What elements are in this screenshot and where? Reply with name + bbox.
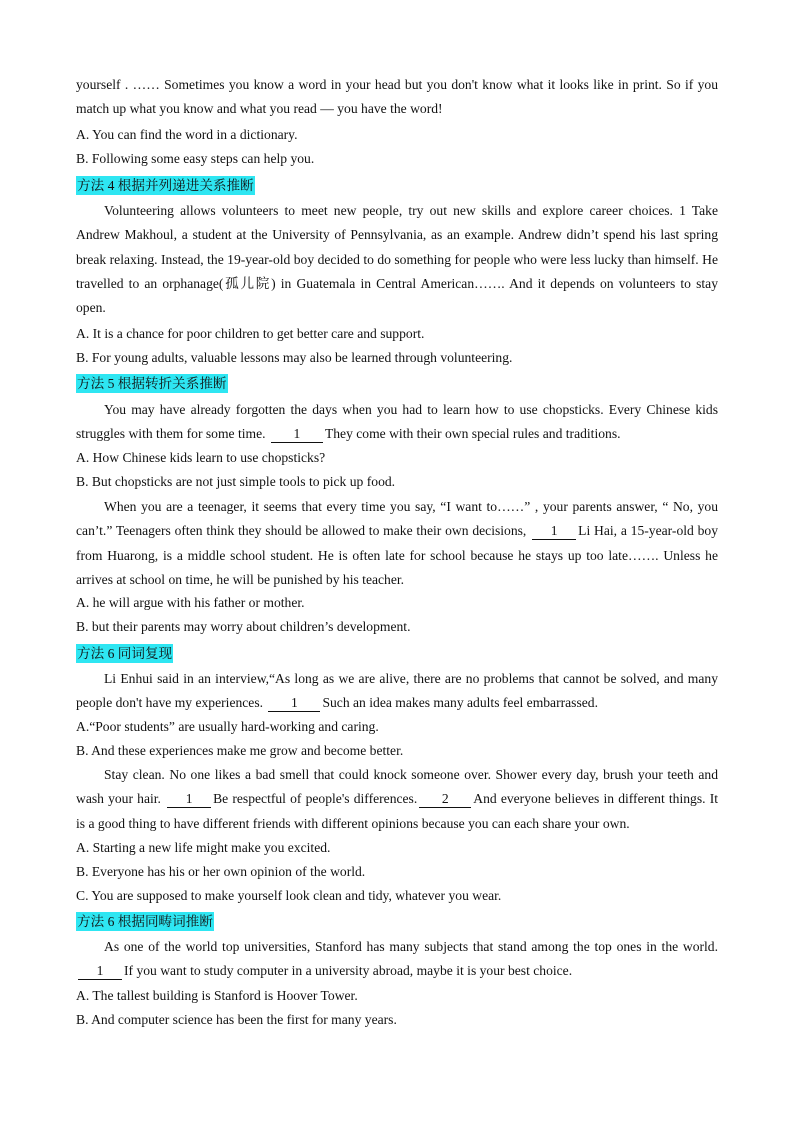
method6b-before: As one of the world top universities, Stanford has many subjects that stand among the top ones in the world. [104,939,718,954]
intro-option-a: A. You can find the word in a dictionary. [76,127,298,142]
method6a-p2-after: And everyone believes in different things. It is a good thing to have different friends with different opinions because you can each share your own. [76,791,718,831]
intro-text: yourself . …… Sometimes you know a word in your head but you don't know what it looks like in print. So if you match up what you know and what you read — you have the word! [76,77,718,117]
method6a-paragraph-1 [76,667,718,716]
method6a-option-b2: B. Everyone has his or her own opinion of the world. [76,864,366,879]
method4-option-b: B. For young adults, valuable lessons may also be learned through volunteering. [76,350,513,365]
method6b-paragraph [76,935,718,984]
answer-blank: 1 [268,695,320,712]
method6a-p1-after: Such an idea makes many adults feel embarrassed. [322,695,598,711]
method6a-heading: 方法 6 同词复现 [77,646,173,661]
answer-blank: 1 [532,523,576,540]
method5-p2-after: Li Hai, a 15-year-old boy from Huarong, is a middle school student. He is often late for school because he stays up too late……. Unless he arrives at school on time, he will be punished by his teacher. [76,523,719,587]
method6a-p2-before: Stay clean. No one likes a bad smell that could knock someone over. Shower every day, brush your teeth and wash your hair. [76,767,718,807]
method6b-option-b: B. And computer science has been the first for many years. [76,1012,397,1027]
method5-p1-after: They come with their own special rules and traditions. [324,426,621,442]
method6a-option-b: B. And these experiences make me grow and become better. [76,743,404,758]
answer-blank: 1 [271,426,323,443]
method6a-paragraph-2 [76,763,718,836]
method6a-option-c2: C. You are supposed to make yourself look clean and tidy, whatever you wear. [76,888,502,903]
answer-blank: 1 [78,963,122,980]
answer-blank: 2 [419,791,471,808]
method6b-after: If you want to study computer in a university abroad, maybe it is your best choice. [124,963,573,979]
method6a-option-a2: A. Starting a new life might make you excited. [76,840,331,855]
method6b-heading: 方法 6 根据同畴词推断 [77,914,213,929]
answer-blank: 1 [167,791,211,808]
method5-option-a2: A. he will argue with his father or mother. [76,595,305,610]
method5-option-b2: B. but their parents may worry about children’s development. [76,619,411,634]
method5-paragraph-2 [76,495,718,592]
method5-p1-before: You may have already forgotten the days when you had to learn how to use chopsticks. Every Chinese kids struggles with them for some time. [76,402,718,442]
method5-paragraph-1 [76,398,718,447]
method4-text: Volunteering allows volunteers to meet new people, try out new skills and explore career choices. 1 Take Andrew Makhoul, a student at the University of Pennsylvania, as an example. Andrew didn’t spend his last spring break relaxing. Instead, the 19-year-old boy decided to do something for people who were less lucky than himself. He travelled to an orphanage(孤儿院) in Guatemala in Central American……. And it depends on volunteers to stay open. [76,203,718,316]
method6a-p1-before: Li Enhui said in an interview,“As long as we are alive, there are no problems that cannot be solved, and many people don't have my experiences. [76,671,718,711]
method5-p2-before: When you are a teenager, it seems that every time you say, “I want to……” , your parents answer, “ No, you can’t.” Teenagers often think they should be allowed to make their own decisions, [76,499,718,539]
method5-option-b: B. But chopsticks are not just simple tools to pick up food. [76,474,396,489]
method5-heading: 方法 5 根据转折关系推断 [77,376,227,391]
method4-option-a: A. It is a chance for poor children to get better care and support. [76,326,425,341]
method4-paragraph [76,199,718,320]
intro-option-b: B. Following some easy steps can help you. [76,151,315,166]
method4-heading: 方法 4 根据并列递进关系推断 [77,178,254,193]
method6a-option-a: A.“Poor students” are usually hard-working and caring. [76,719,379,734]
method6a-p2-mid: Be respectful of people's differences. [213,791,418,807]
intro-paragraph [76,73,718,122]
method5-option-a: A. How Chinese kids learn to use chopsticks? [76,450,326,465]
method6b-option-a: A. The tallest building is Stanford is Hoover Tower. [76,988,358,1003]
